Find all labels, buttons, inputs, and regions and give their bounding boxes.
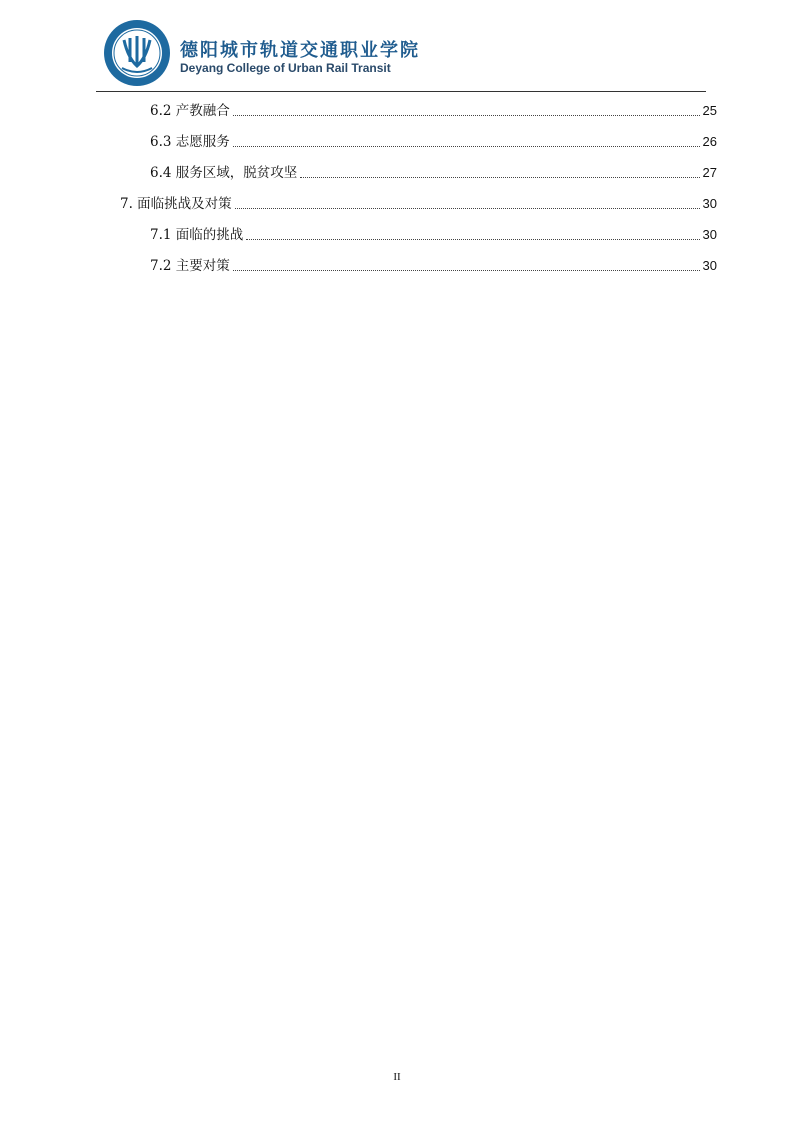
toc-entry-title: 7.1 面临的挑战 xyxy=(150,227,244,243)
toc-entry-page: 27 xyxy=(702,165,717,180)
toc-entry-title: 7. 面临挑战及对策 xyxy=(120,196,232,212)
toc-entry-title: 7.2 主要对策 xyxy=(150,258,230,274)
toc-entry-page: 25 xyxy=(702,103,717,118)
toc-entry-title: 6.4 服务区域，脱贫攻坚 xyxy=(150,165,298,181)
toc-leader-dots xyxy=(233,269,700,271)
toc-entry-title: 6.2 产教融合 xyxy=(150,103,230,119)
toc-entry-page: 30 xyxy=(702,258,717,273)
toc-entry[interactable] xyxy=(150,255,717,277)
toc-entry[interactable] xyxy=(150,100,717,122)
toc-entry-title: 6.3 志愿服务 xyxy=(150,134,230,150)
college-emblem-icon xyxy=(102,18,172,88)
toc-leader-dots xyxy=(300,176,699,178)
toc-leader-dots xyxy=(233,145,700,147)
header-divider xyxy=(96,91,706,92)
toc-leader-dots xyxy=(246,238,699,240)
college-name-cn: 德阳城市轨道交通职业学院 xyxy=(180,40,420,61)
toc-entry-page: 26 xyxy=(702,134,717,149)
college-name-en: Deyang College of Urban Rail Transit xyxy=(180,61,391,75)
toc-entry[interactable] xyxy=(150,224,717,246)
page-number: II xyxy=(393,1071,401,1083)
toc-entry[interactable] xyxy=(150,162,717,184)
toc-entry-page: 30 xyxy=(702,227,717,242)
toc-leader-dots xyxy=(233,114,700,116)
toc-entry-page: 30 xyxy=(702,196,717,211)
page-header xyxy=(96,14,706,90)
toc-leader-dots xyxy=(235,207,700,209)
toc-entry[interactable] xyxy=(120,193,717,215)
toc-entry[interactable] xyxy=(150,131,717,153)
